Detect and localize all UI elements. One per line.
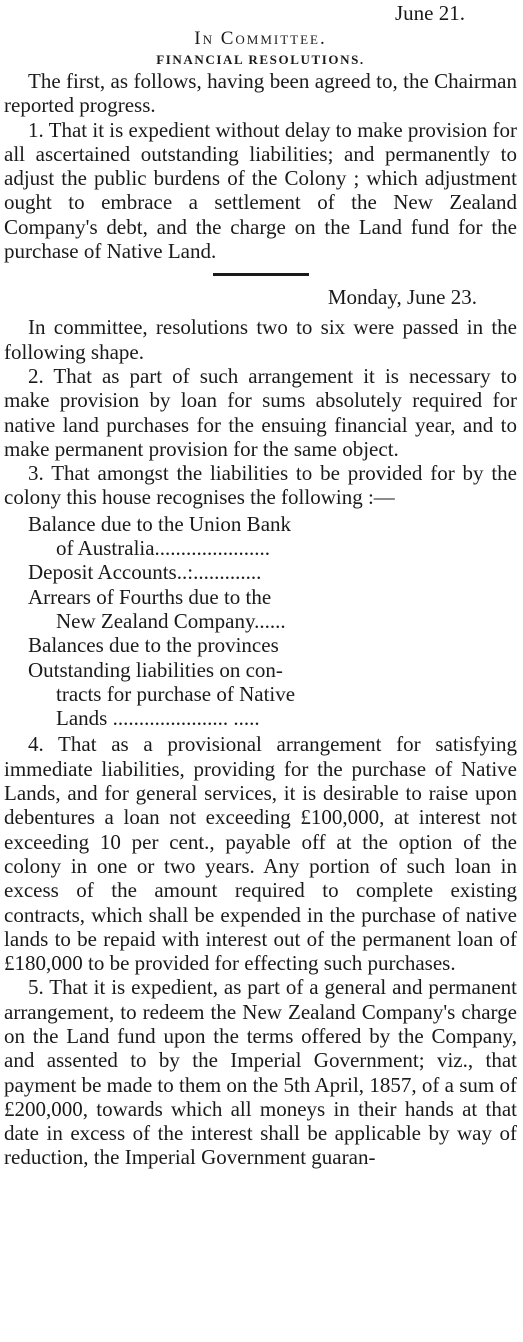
resolution-3: 3. That amongst the liabilities to be provided for by the colony this house recognises the following :— [4, 461, 517, 510]
liability-union-bank-cont: of Australia...................... [56, 536, 271, 561]
section-heading: In Committee. [194, 28, 327, 49]
resolution-5: 5. That it is expedient, as part of a general and permanent arrangement, to redeem the New Zealand Company's charge on the Land fund upon the terms offered by the Company, and assented to by the Imperial Government; viz., that payment be made to them on the 5th April, 1857, of a sum of £200,000, towards which all moneys in their hands at that date in excess of the interest shall be applicable by way of reduction, the Imperial Government guaran- [4, 975, 517, 1170]
resolution-1: 1. That it is expedient without delay to make provision for all ascertained outstanding liabilities; and permanently to adjust the public burdens of the Colony ; which adjustment ought to embrace a settlement of the New Zealand Company's debt, and the charge on the Land fund for the purchase of Native Land. [4, 117, 517, 264]
paragraph-committee: In committee, resolutions two to six were passed in the following shape. [4, 315, 517, 364]
liability-outstanding-contracts-cont2: Lands ...................... ..... [56, 706, 260, 731]
liabilities-list [28, 512, 358, 731]
liability-balances-provinces: Balances due to the provinces [28, 633, 279, 658]
liability-outstanding-contracts: Outstanding liabilities on con- [28, 657, 283, 682]
liability-arrears-fourths-cont: New Zealand Company...... [56, 608, 286, 633]
resolution-4: 4. That as a provisional arrangement for satisfying immediate liabilities, providing for the purchase of Native Lands, and for general services, it is desirable to raise upon debentures a loan not exceeding £100,000, at interest not exceeding 10 per cent., payable off at the option of the colony in one or two years. Any portion of such loan in excess of the amount required to complete existing contracts, which shall be expended in the purchase of native lands to be repaid with interest out of the permanent loan of £180,000 to be provided for effecting such purchases. [4, 732, 517, 976]
date-monday-june-23: Monday, June 23. [327, 285, 477, 310]
liability-outstanding-contracts-cont1: tracts for purchase of Native [56, 681, 296, 706]
divider-rule [213, 273, 309, 276]
date-june-21: June 21. [395, 1, 465, 25]
liability-deposit-accounts: Deposit Accounts..:............. [28, 560, 262, 585]
section-subheading: FINANCIAL RESOLUTIONS. [156, 52, 365, 67]
liability-union-bank: Balance due to the Union Bank [28, 511, 292, 536]
liability-arrears-fourths: Arrears of Fourths due to the [28, 584, 272, 609]
resolution-2: 2. That as part of such arrangement it is necessary to make provision by loan for sums absolutely required for native land purchases for the ensuing financial year, and to make permanent provision for the same object. [4, 363, 517, 461]
paragraph-intro: The first, as follows, having been agreed to, the Chairman reported progress. [4, 69, 517, 118]
